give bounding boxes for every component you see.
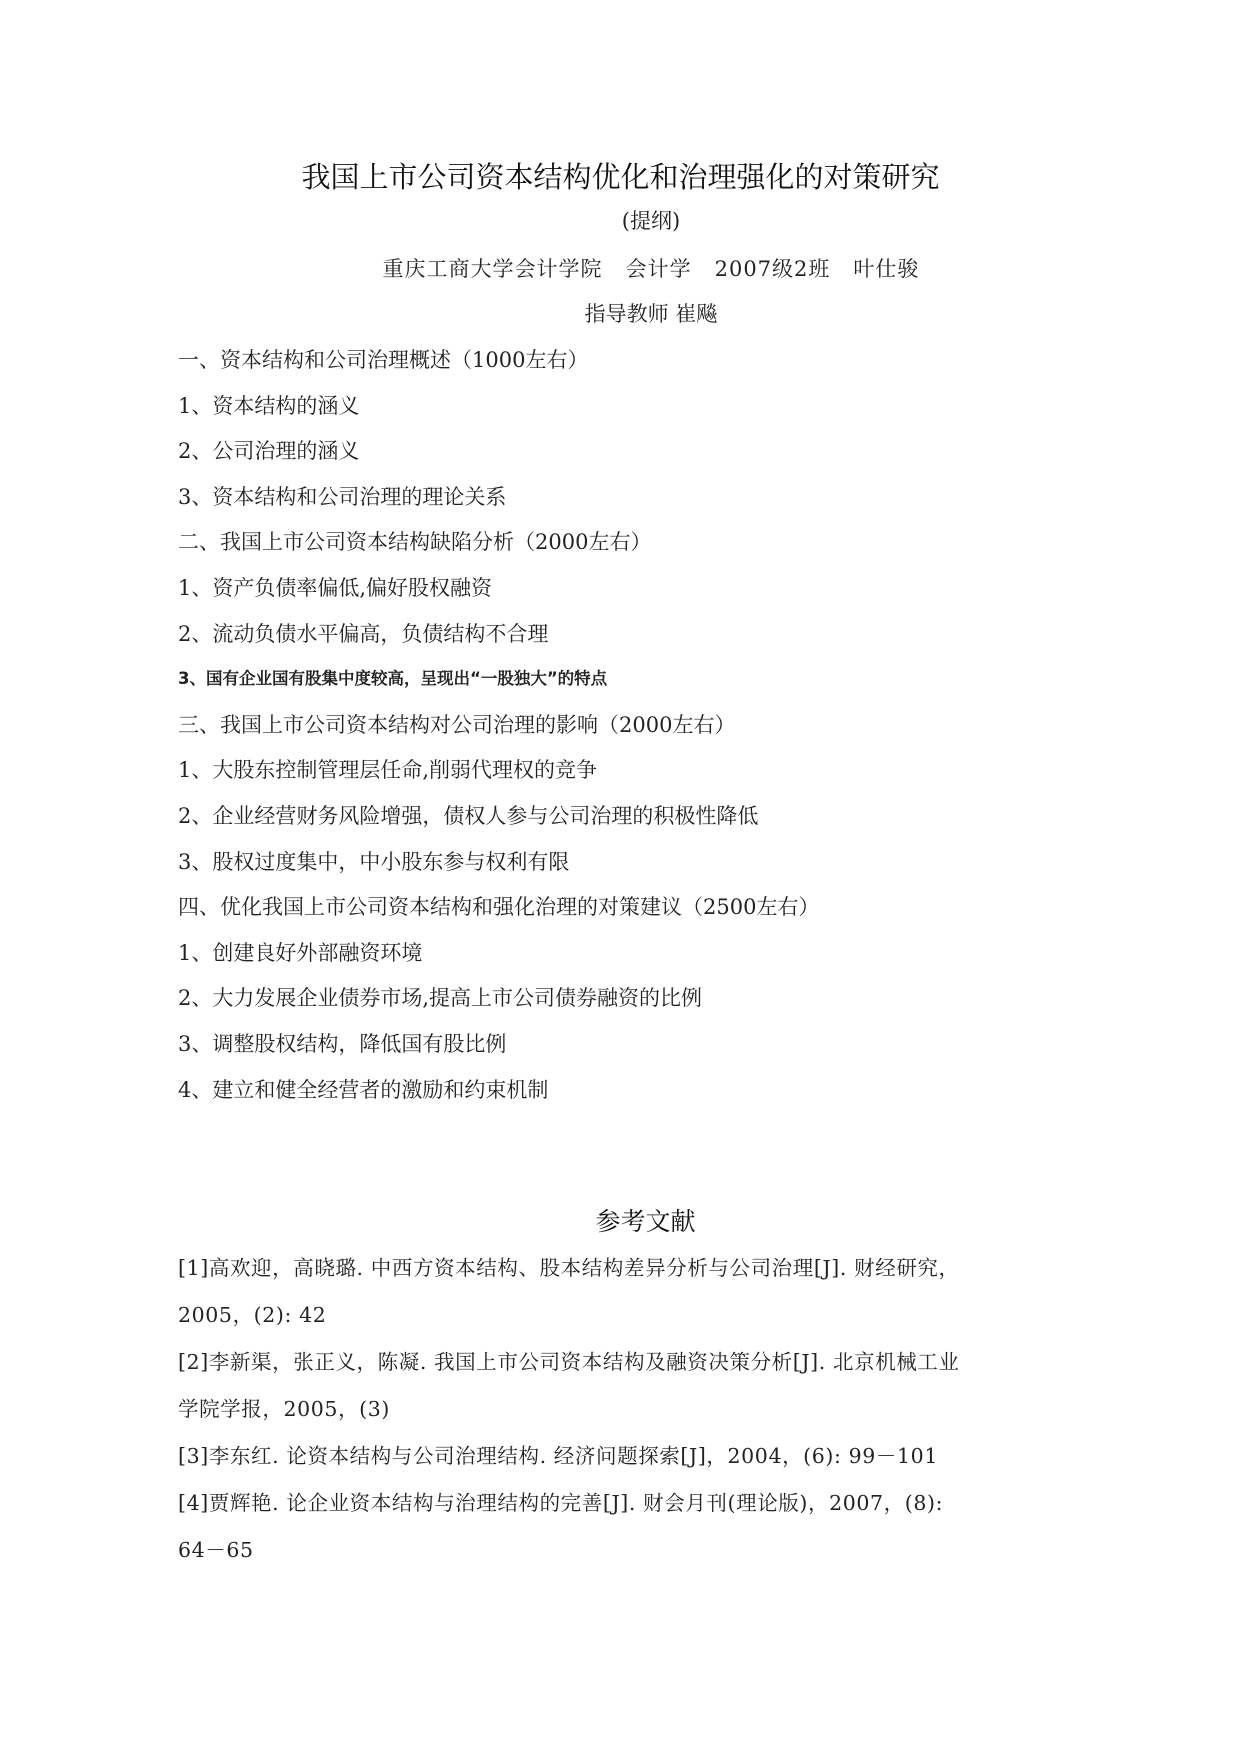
- references-heading: 参考文献: [595, 1207, 696, 1236]
- outline-item: 3、调整股权结构，降低国有股比例: [178, 1031, 507, 1056]
- author-line: 重庆工商大学会计学院 会计学 2007级2班 叶仕骏: [382, 257, 920, 281]
- outline-item: 1、大股东控制管理层任命,削弱代理权的竞争: [178, 758, 598, 783]
- outline-item: 1、资产负债率偏低,偏好股权融资: [178, 575, 493, 600]
- reference-line: [3]李东红. 论资本结构与公司治理结构. 经济问题探索[J]，2004，(6): 99－101: [178, 1444, 938, 1468]
- outline-item: 三、我国上市公司资本结构对公司治理的影响（2000左右）: [178, 712, 736, 737]
- reference-line: [1]高欢迎，高晓璐. 中西方资本结构、股本结构差异分析与公司治理[J]. 财经研究，: [178, 1256, 960, 1280]
- outline-item: 2、大力发展企业债券市场,提高上市公司债券融资的比例: [178, 986, 703, 1011]
- reference-line: [2]李新渠，张正义，陈凝. 我国上市公司资本结构及融资决策分析[J]. 北京机械工业: [178, 1350, 960, 1374]
- references-list: [178, 1253, 1118, 1582]
- outline-item: 3、国有企业国有股集中度较高，呈现出“一股独大”的特点: [178, 669, 608, 689]
- outline-item: 一、资本结构和公司治理概述（1000左右）: [178, 348, 589, 372]
- outline-item: 1、创建良好外部融资环境: [178, 940, 423, 965]
- document-title: 我国上市公司资本结构优化和治理强化的对策研究: [301, 160, 940, 194]
- reference-line: 学院学报，2005，(3): [178, 1397, 391, 1421]
- outline-list: [178, 345, 1138, 1120]
- reference-line: 2005，(2): 42: [178, 1303, 327, 1327]
- outline-item: 2、企业经营财务风险增强，债权人参与公司治理的积极性降低: [178, 803, 759, 828]
- outline-item: 4、建立和健全经营者的激励和约束机制: [178, 1077, 549, 1102]
- outline-item: 四、优化我国上市公司资本结构和强化治理的对策建议（2500左右）: [178, 895, 820, 920]
- outline-item: 二、我国上市公司资本结构缺陷分析（2000左右）: [178, 530, 652, 555]
- reference-line: 64－65: [178, 1538, 254, 1562]
- outline-item: 2、公司治理的涵义: [178, 439, 360, 464]
- outline-item: 3、股权过度集中，中小股东参与权利有限: [178, 849, 570, 874]
- outline-item: 2、流动负债水平偏高，负债结构不合理: [178, 621, 549, 646]
- document-subtitle: (提纲): [621, 209, 681, 233]
- outline-item: 3、资本结构和公司治理的理论关系: [178, 484, 507, 509]
- outline-item: 1、资本结构的涵义: [178, 393, 360, 418]
- reference-line: [4]贾辉艳. 论企业资本结构与治理结构的完善[J]. 财会月刊(理论版)，2007，(8):: [178, 1491, 944, 1515]
- advisor-line: 指导教师 崔飚: [584, 302, 718, 326]
